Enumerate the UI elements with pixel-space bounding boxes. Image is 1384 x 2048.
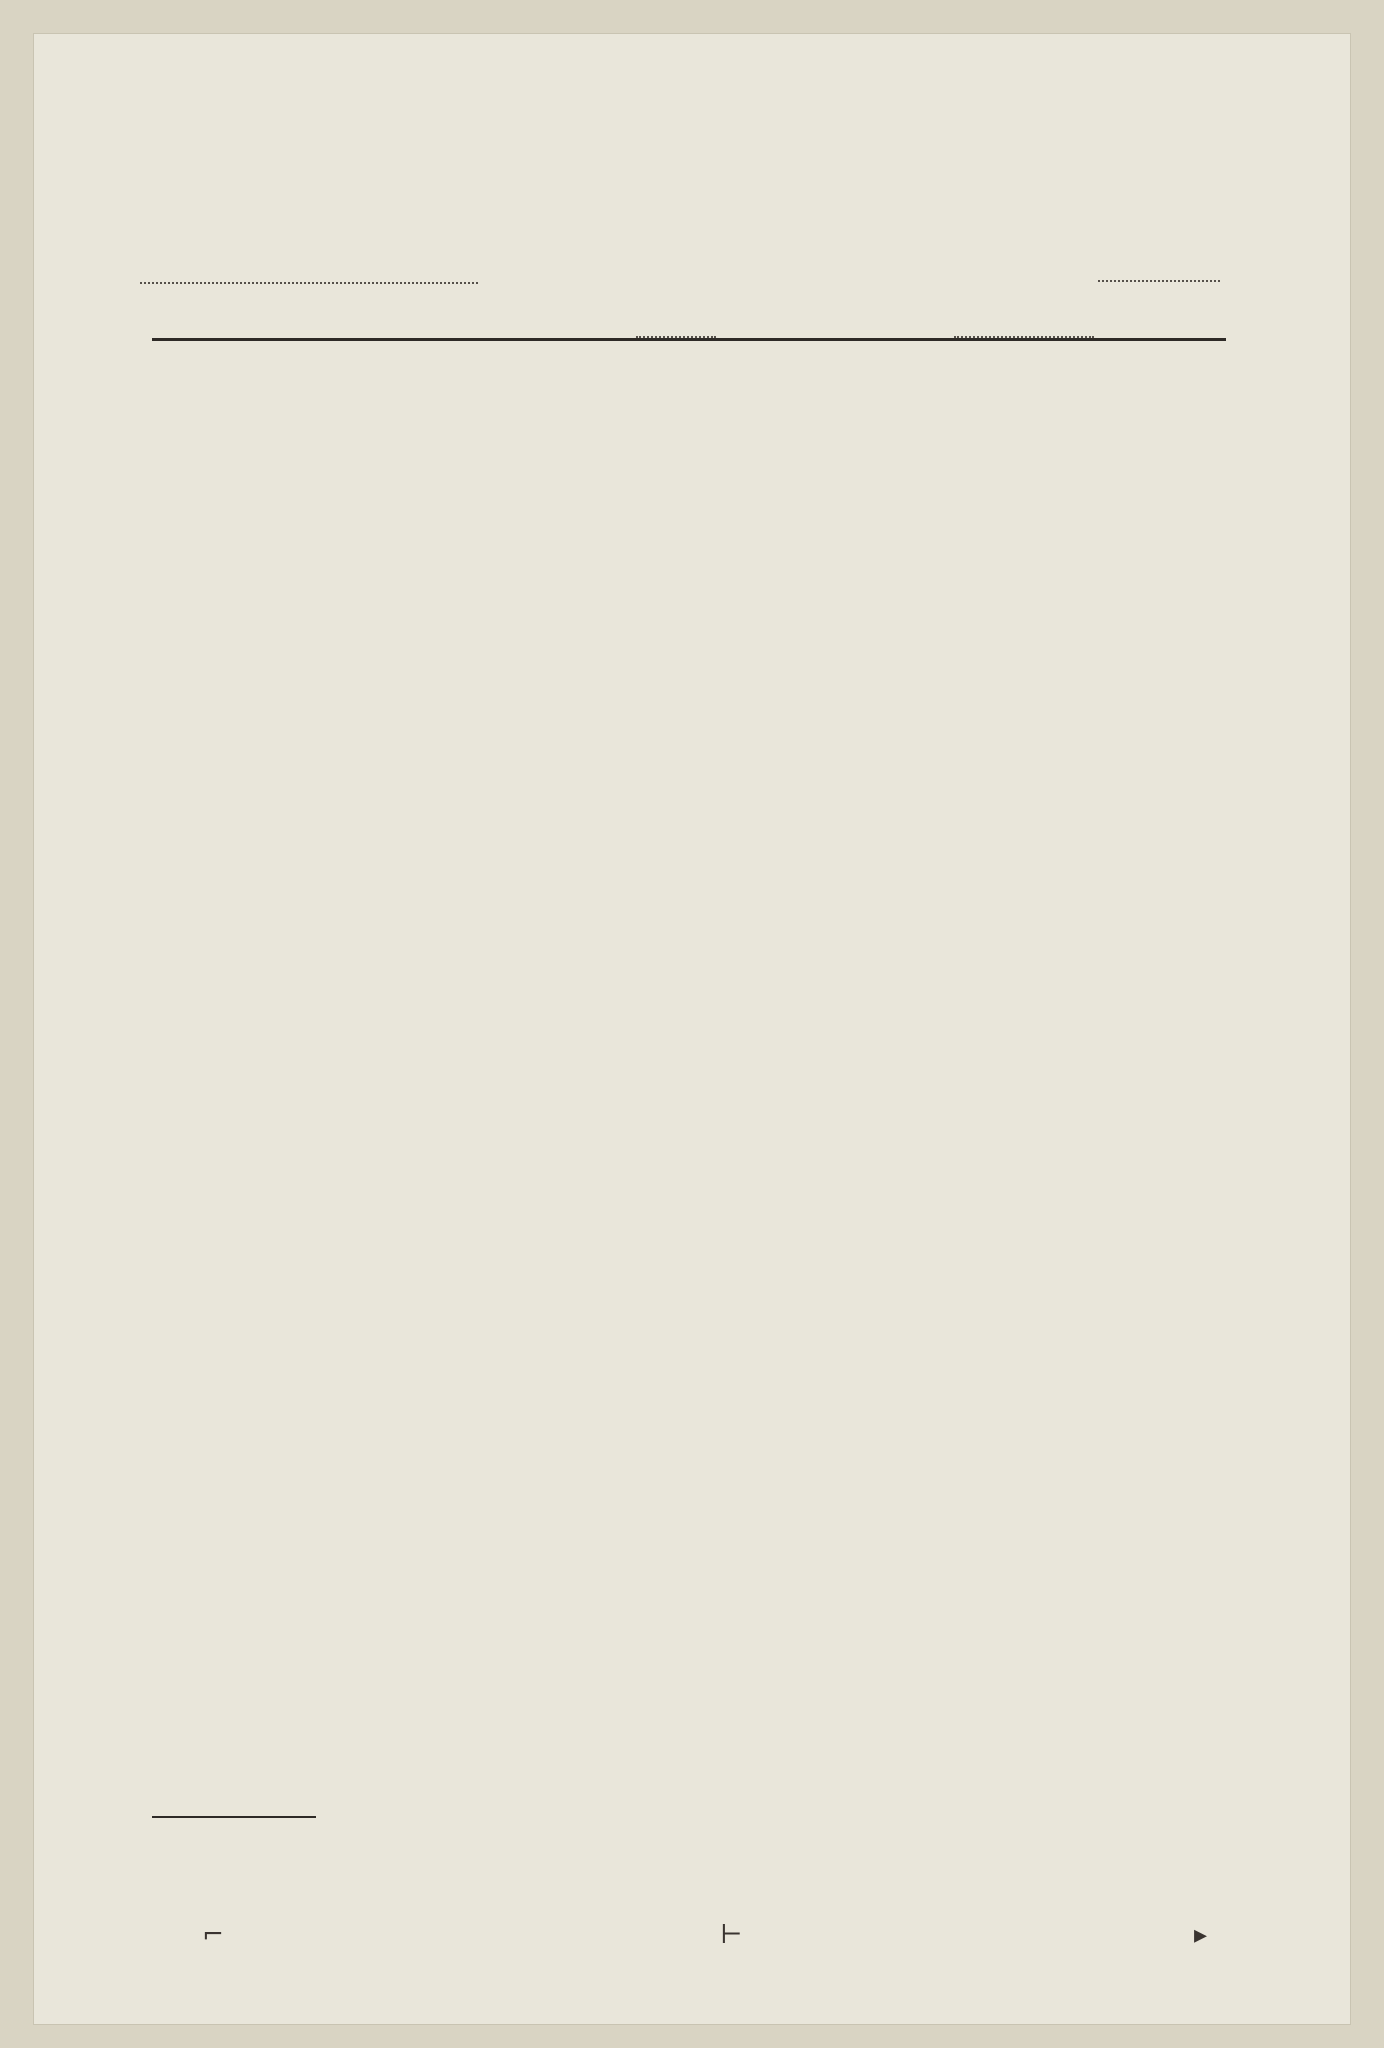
header-rule bbox=[152, 338, 1226, 341]
corner-mark-left: ⌐ bbox=[202, 1920, 224, 1950]
herred-dotted-line bbox=[140, 282, 478, 284]
footnote-rule bbox=[152, 1816, 316, 1818]
census-form-page bbox=[34, 34, 1350, 2024]
corner-mark-center: ⊢ bbox=[720, 1920, 743, 1950]
personseddel-dotted-line bbox=[1098, 280, 1220, 282]
corner-mark-right: ▸ bbox=[1194, 1920, 1208, 1950]
